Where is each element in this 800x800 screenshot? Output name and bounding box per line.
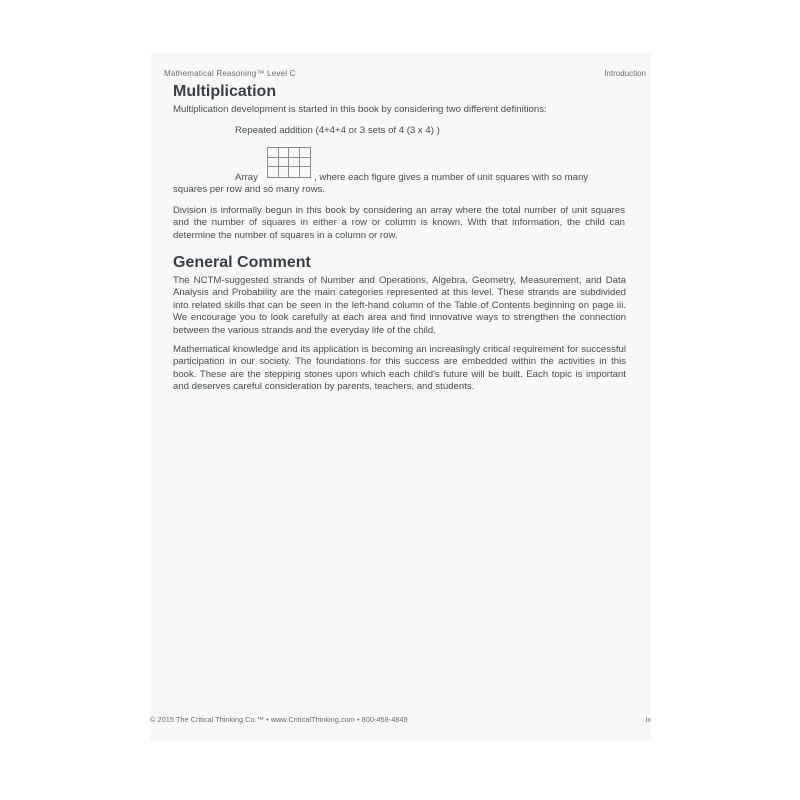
- repeated-addition-definition: Repeated addition (4+4+4 or 3 sets of 4 (3 x 4) ): [235, 125, 440, 136]
- multiplication-intro: Multiplication development is started in this book by considering two different definitions:: [173, 104, 547, 115]
- array-label: Array: [235, 172, 258, 183]
- multiplication-heading: Multiplication: [173, 83, 277, 100]
- book-page: [150, 53, 651, 741]
- series-title: Mathematical Reasoning™ Level C: [164, 69, 296, 78]
- general-comment-paragraph-1: The NCTM-suggested strands of Number and Operations, Algebra, Geometry, Measurement, and Data Analysis and Probability are the main categories represented at this level. These strands are subdivided into related skills that can be seen in the left-hand column of the Table of Contents beginning on page iii. We encourage you to look carefully at each area and find innovative ways to strengthen the connection between the various strands and the everyday life of the child.: [173, 275, 626, 336]
- footer-copyright: © 2015 The Critical Thinking Co.™ • www.CriticalThinking.com • 800-458-4849: [150, 715, 408, 724]
- general-comment-heading: General Comment: [173, 254, 311, 271]
- page-number: ix: [645, 715, 651, 724]
- general-comment-paragraph-2: Mathematical knowledge and its application is becoming an increasingly critical requirement for successful participation in our society. The foundations for this success are embedded within the activities in this book. These are the stepping stones upon which each child's future will be built. Each topic is important and deserves careful consideration by parents, teachers, and students.: [173, 344, 626, 393]
- array-description-line-1: , where each figure gives a number of unit squares with so many: [314, 172, 589, 183]
- array-grid-figure: [267, 147, 311, 178]
- division-paragraph: Division is informally begun in this book by considering an array where the total number of unit squares and the number of squares in either a row or column is known. With that information, the child can determine the number of squares in a column or row.: [173, 205, 625, 241]
- array-description-line-2: squares per row and so many rows.: [173, 184, 325, 195]
- section-title: Introduction: [604, 69, 646, 78]
